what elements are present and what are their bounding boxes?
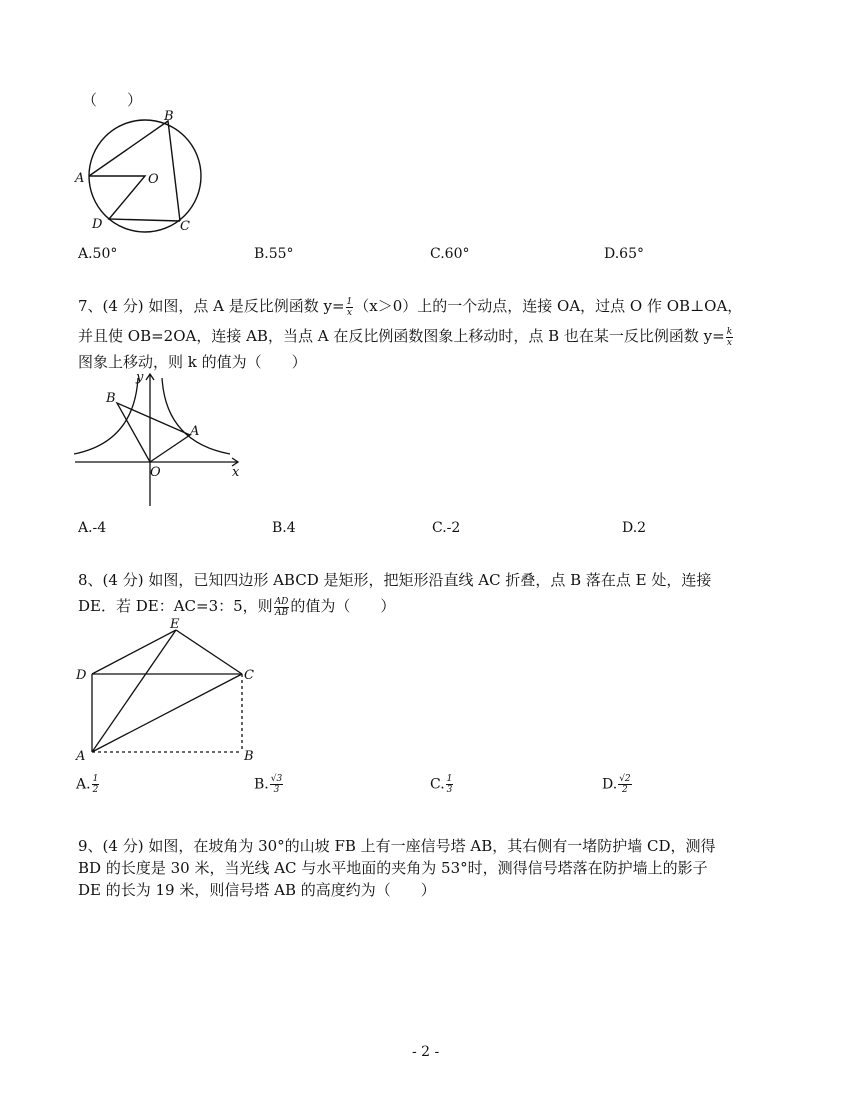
q8-line-1: 8、(4 分) 如图，已知四边形 ABCD 是矩形，把矩形沿直线 AC 折叠，点 B 落在点 E 处，连接 <box>78 571 712 589</box>
page-number: - 2 - <box>412 1044 440 1060</box>
q7-label-o: O <box>150 465 161 480</box>
q8-option-a: A. $\frac{1}{2}$ <box>76 774 99 795</box>
q7-line-1 <box>78 296 742 318</box>
q9-line-3: DE 的长为 19 米，则信号塔 AB 的高度约为（ ） <box>78 881 436 899</box>
q7-line-3: 图象上移动，则 k 的值为（ ） <box>78 353 307 371</box>
q8-option-d: D. $\frac{√2}{2}$ <box>602 774 631 795</box>
q8-label-c: C <box>244 668 254 683</box>
q8-label-a: A <box>76 749 86 764</box>
q8-label-b: B <box>244 749 254 764</box>
q6-option-a: A.50° <box>78 246 118 262</box>
q6-label-a: A <box>75 171 85 186</box>
q8-label-d: D <box>76 668 87 683</box>
q7-fraction-1-over-x: $\frac{1}{x}$ <box>346 296 353 318</box>
q9-line-2: BD 的长度是 30 米，当光线 AC 与水平地面的夹角为 53°时，测得信号塔落在防护墙上的影子 <box>78 859 708 877</box>
q7-option-a: A.-4 <box>78 520 107 536</box>
q7-text-1b: （x＞0）上的一个动点，连接 OA，过点 O 作 OB⊥OA， <box>354 297 743 315</box>
q7-option-d: D.2 <box>622 520 647 536</box>
q7-option-c: C.-2 <box>432 520 461 536</box>
q7-fraction-k-over-x: $\frac{k}{x}$ <box>726 326 733 348</box>
q6-option-c: C.60° <box>430 246 470 262</box>
q6-label-o: O <box>148 172 159 187</box>
q6-label-c: C <box>180 219 190 234</box>
q8-text-2b: 的值为（ ） <box>290 597 396 615</box>
q8-rectangle-figure <box>70 612 270 764</box>
q6-label-b: B <box>164 109 174 124</box>
q7-line-2 <box>78 326 734 348</box>
q7-coordinate-figure <box>70 368 250 508</box>
q7-text-2a: 并且使 OB=2OA，连接 AB，当点 A 在反比例函数图象上移动时，点 B 也在某一反比例函数 y= <box>78 327 725 345</box>
q9-line-1: 9、(4 分) 如图，在坡角为 30°的山坡 FB 上有一座信号塔 AB，其右侧有一堵防护墙 CD，测得 <box>78 837 716 855</box>
q8-label-e: E <box>170 617 180 632</box>
q7-text-1a: 7、(4 分) 如图，点 A 是反比例函数 y= <box>78 297 345 315</box>
q8-fraction-ad-over-ab: $\frac{AD}{AB}$ <box>274 596 289 618</box>
q7-label-y: y <box>136 370 144 385</box>
q7-option-b: B.4 <box>272 520 296 536</box>
q8-option-b: B. $\frac{√3}{3}$ <box>254 774 283 795</box>
q6-option-b: B.55° <box>254 246 294 262</box>
q7-label-b: B <box>106 391 116 406</box>
q8-option-c: C. $\frac{1}{3}$ <box>430 774 453 795</box>
q6-answer-paren: （ ） <box>82 91 143 109</box>
q6-option-d: D.65° <box>604 246 644 262</box>
q7-label-a: A <box>190 424 200 439</box>
q6-circle-figure <box>70 104 210 236</box>
q6-label-d: D <box>92 217 103 232</box>
q8-text-2a: DE．若 DE：AC=3：5，则 <box>78 597 273 615</box>
q7-label-x: x <box>232 465 240 480</box>
